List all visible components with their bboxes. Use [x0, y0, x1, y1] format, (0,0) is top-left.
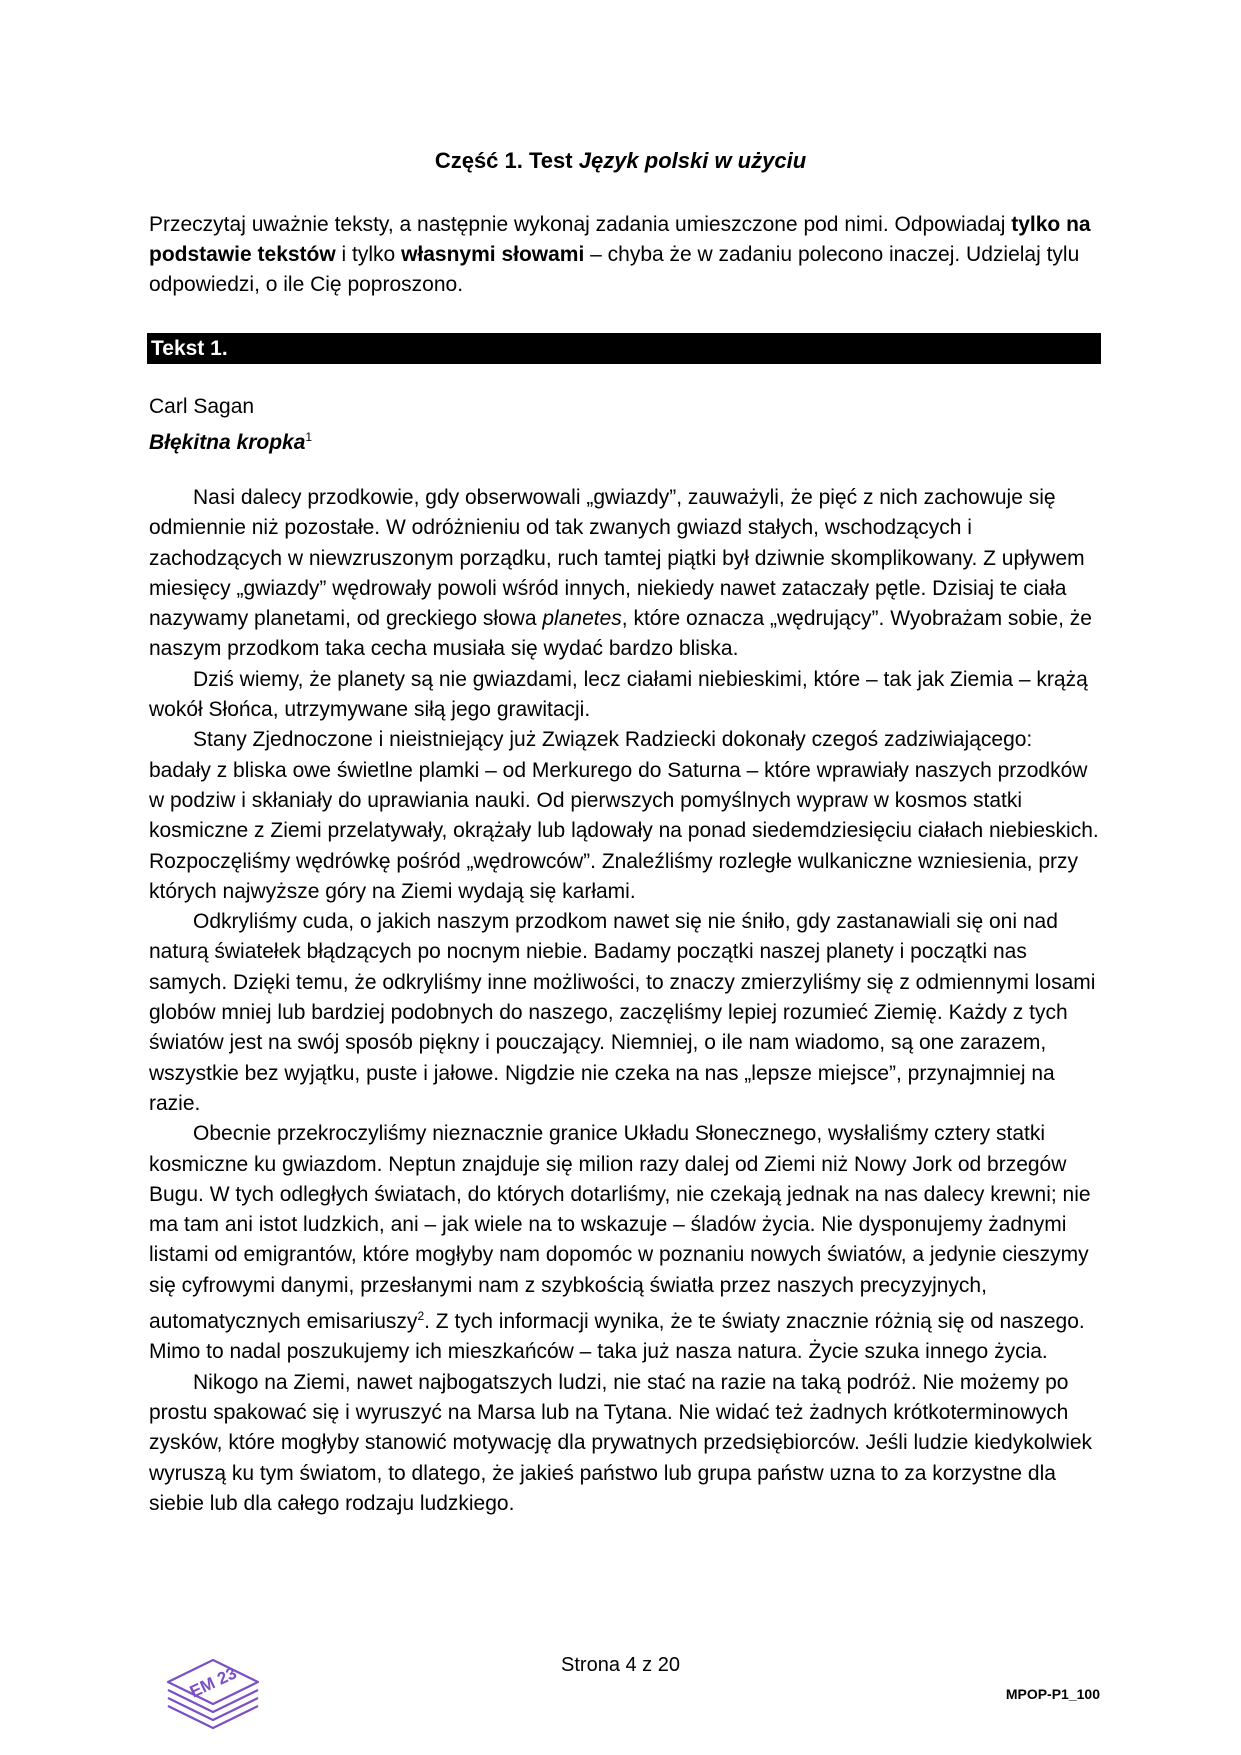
paragraph-5-part-a: Obecnie przekroczyliśmy nieznacznie granice Układu Słonecznego, wysłaliśmy cztery statki kosmiczne ku gwiazdom. Neptun znajduje się milion razy dalej od Ziemi niż Nowy Jork od brzegów Bugu. W tych odległych światach, do których dotarliśmy, nie czekają jednak na nas dalecy krewni; nie ma tam ani istot ludzkich, ani – jak wiele na to wskazuje – śladów życia. Nie dysponujemy żadnymi listami od emigrantów, które mogłyby nam dopomóc w poznaniu nowych światów, a jedynie cieszymy się cyfrowymi danymi, przesłanymi nam z szybkością światła przez naszych precyzyjnych, automatycznych emisariuszy [149, 1122, 1091, 1334]
page-title [0, 148, 1241, 174]
paragraph-6: Nikogo na Ziemi, nawet najbogatszych ludzi, nie stać na razie na taką podróż. Nie możemy po prostu spakować się i wyruszyć na Marsa lub na Tytana. Nie widać też żadnych krótkoterminowych zysków, które mogłyby stanowić motywację dla prywatnych przedsiębiorców. Jeśli ludzie kiedykolwiek wyruszą ku tym światom, to dlatego, że jakieś państwo lub grupa państw uzna to za korzystne dla siebie lub dla całego rodzaju ludzkiego. [149, 1370, 1093, 1515]
work-title: Błękitna kropka [149, 431, 306, 454]
footnote-mark-2: 2 [417, 1309, 425, 1324]
svg-text:EM 23: EM 23 [186, 1663, 240, 1702]
intro-text-2: i tylko [335, 243, 402, 266]
title-prefix: Część 1. Test [434, 148, 579, 173]
section-header-bar: Tekst 1. [147, 333, 1101, 364]
article-body [149, 483, 1099, 1519]
footnote-mark-1: 1 [305, 430, 313, 444]
intro-text-1: Przeczytaj uważnie teksty, a następnie wykonaj zadania umieszczone pod nimi. Odpowiadaj [149, 213, 1012, 236]
paragraph-5 [149, 1119, 1099, 1367]
paragraph-4: Odkryliśmy cuda, o jakich naszym przodkom nawet się nie śniło, gdy zastanawiali się oni nad naturą światełek błądzących po nocnym niebie. Badamy początki naszej planety i początki nas samych. Dzięki temu, że odkryliśmy inne możliwości, to znaczy zmierzyliśmy się z odmiennymi losami globów mniej lub bardziej podobnych do naszego, zaczęliśmy lepiej rozumieć Ziemię. Każdy z tych światów jest na swój sposób piękny i pouczający. Niemniej, o ile nam wiadomo, są one zarazem, wszystkie bez wyjątku, puste i jałowe. Nigdzie nie czeka na nas „lepsze miejsce”, przynajmniej na razie. [149, 910, 1096, 1115]
instructions [149, 210, 1099, 300]
page-number: Strona 4 z 20 [561, 1654, 680, 1676]
paragraph-1 [149, 483, 1099, 665]
title-italic: Język polski w użyciu [578, 148, 807, 173]
paragraph-1-part-a: Nasi dalecy przodkowie, gdy obserwowali „gwiazdy”, zauważyli, że pięć z nich zachowuje się odmiennie niż pozostałe. W odróżnieniu od tak zwanych gwiazd stałych, wschodzących i zachodzących w niewzruszonym porządku, ruch tamtej piątki był dziwnie skomplikowany. Z upływem miesięcy „gwiazdy” wędrowały powoli wśród innych, niekiedy nawet zataczały pętle. Dzisiaj te ciała nazywamy planetami, od greckiego słowa [149, 486, 1085, 631]
text-title [149, 422, 312, 458]
exam-code: MPOP-P1_100 [1005, 1686, 1100, 1702]
paragraph-5-part-b: . Z tych informacji wynika, że te światy znacznie różnią się od naszego. Mimo to nadal poszukujemy ich mieszkańców – taka już nasza natura. Życie szuka innego życia. [149, 1310, 1085, 1364]
text-author: Carl Sagan [149, 395, 255, 418]
intro-text-3: – chyba że w zadaniu polecono inaczej. Udzielaj tylu odpowiedzi, o ile Cię poproszono. [149, 243, 1080, 296]
paragraph-1-part-b: , które oznacza „wędrujący”. Wyobrażam sobie, że naszym przodkom taka cecha musiała się wydać bardzo bliska. [149, 607, 1092, 661]
paragraph-1-italic: planetes [542, 607, 622, 631]
intro-bold-2: własnymi słowami [401, 243, 585, 266]
intro-bold-1: tylko na podstawie tekstów [149, 213, 1091, 266]
paragraph-2: Dziś wiemy, że planety są nie gwiazdami, lecz ciałami niebieskimi, które – tak jak Ziemia – krążą wokół Słońca, utrzymywane siłą jego grawitacji. [149, 667, 1088, 722]
paragraph-3: Stany Zjednoczone i nieistniejący już Związek Radziecki dokonały czegoś zadziwiającego: badały z bliska owe świetlne plamki – od Merkurego do Saturna – które wprawiały naszych przodków w podziw i skłaniały do uprawiania nauki. Od pierwszych pomyślnych wypraw w kosmos statki kosmiczne z Ziemi przelatywały, okrążały lub lądowały na ponad siedemdziesięciu ciałach niebieskich. Rozpoczęliśmy wędrówkę pośród „wędrowców”. Znaleźliśmy rozległe wulkaniczne wzniesienia, przy których najwyższe góry na Ziemi wydają się karłami. [149, 728, 1099, 903]
